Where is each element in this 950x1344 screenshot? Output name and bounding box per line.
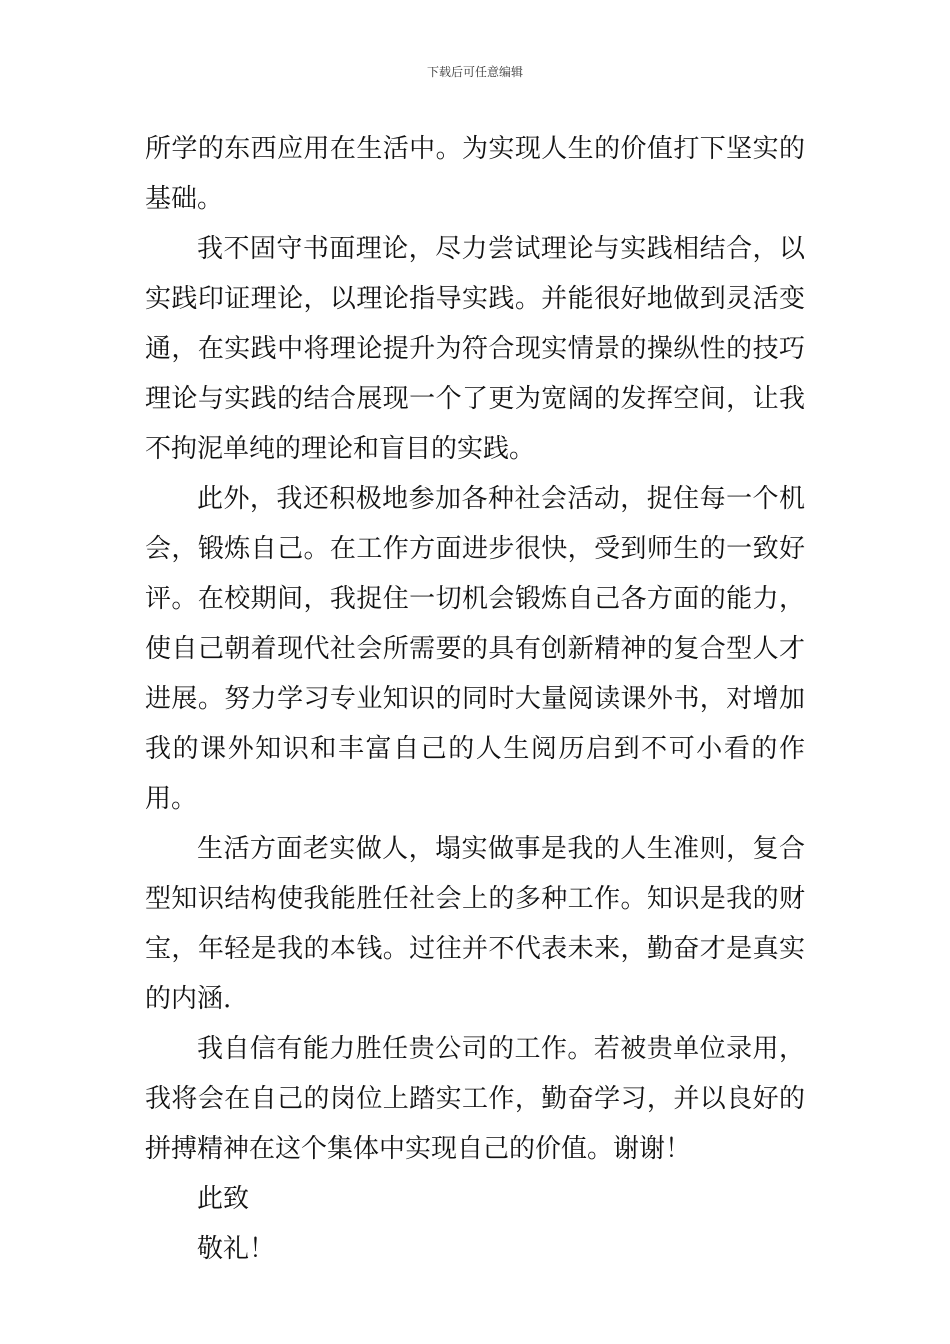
closing-salutation: 此致 [197, 1184, 250, 1214]
paragraph-theory-practice: 我不固守书面理论，尽力尝试理论与实践相结合，以实践印证理论，以理论指导实践。并能很好地做到灵活变通，在实践中将理论提升为符合现实情景的操纵性的技巧理论与实践的结合展现一个了更为宽阔的发挥空间，让我不拘泥单纯的理论和盲目的实践。 [145, 234, 805, 464]
letter-body [145, 124, 805, 1274]
paragraph-confidence: 我自信有能力胜任贵公司的工作。若被贵单位录用，我将会在自己的岗位上踏实工作，勤奋学习，并以良好的拼搏精神在这个集体中实现自己的价值。谢谢！ [145, 1034, 805, 1164]
paragraph-social-activities: 此外，我还积极地参加各种社会活动，捉住每一个机会，锻炼自己。在工作方面进步很快，受到师生的一致好评。在校期间，我捉住一切机会锻炼自己各方面的能力，使自己朝着现代社会所需要的具有创新精神的复合型人才进展。努力学习专业知识的同时大量阅读课外书，对增加我的课外知识和丰富自己的人生阅历启到不可小看的作用。 [145, 484, 805, 814]
paragraph-life-principles: 生活方面老实做人，塌实做事是我的人生准则，复合型知识结构使我能胜任社会上的多种工作。知识是我的财宝，年轻是我的本钱。过往并不代表未来，勤奋才是真实的内涵. [145, 834, 805, 1014]
page-header: 下载后可任意编辑 [426, 65, 523, 79]
paragraph-continuation: 所学的东西应用在生活中。为实现人生的价值打下坚实的基础。 [145, 134, 805, 214]
closing-regards: 敬礼！ [197, 1234, 276, 1264]
